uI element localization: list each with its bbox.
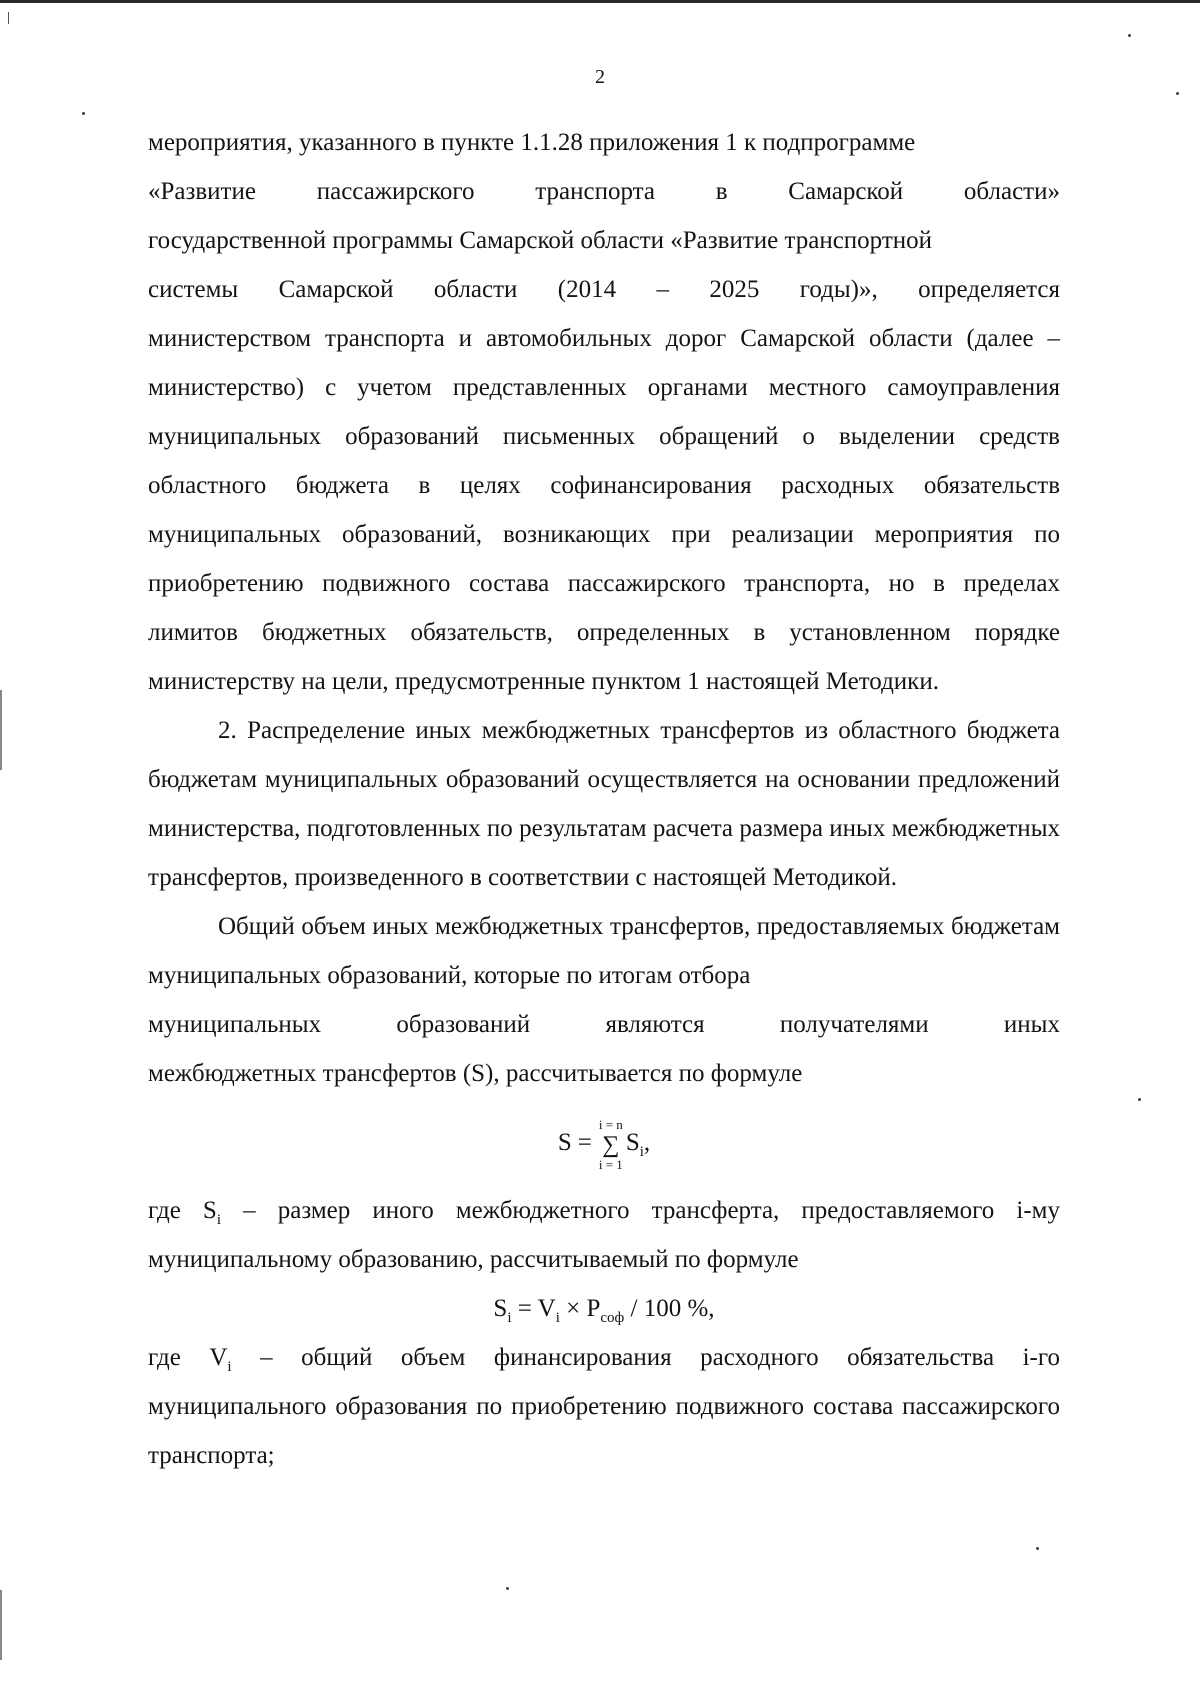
formula-term xyxy=(625,1128,651,1160)
where-prefix: где S xyxy=(148,1197,217,1224)
scan-speck xyxy=(506,1587,509,1590)
paragraph-1 xyxy=(148,118,1060,706)
text-line xyxy=(148,167,1060,216)
si-formula xyxy=(148,1284,1060,1333)
scan-speck xyxy=(1128,34,1131,37)
where-vi-definition xyxy=(148,1333,1060,1480)
sum-formula xyxy=(148,1098,1060,1186)
word: определяется xyxy=(918,276,1060,303)
word: «Развитие xyxy=(148,178,256,205)
formula-lhs: S xyxy=(557,1128,572,1156)
scan-edge-mark xyxy=(8,12,9,24)
formula-part: × P xyxy=(559,1295,601,1322)
summation xyxy=(599,1118,623,1172)
subscript: i xyxy=(216,1212,222,1228)
paragraph-1-continued: министерством транспорта и автомобильных дорог Самарской области (далее – министерство) с учетом представленных органами местного самоуправления муниципальных образований письменных обращений о выделении средств областного бюджета в целях софинансирования расходных обязательств муниципальных образований, возникающих при реализации мероприятия по приобретению подвижного состава пассажирского транспорта, но в пределах лимитов бюджетных обязательств, определенных в установленном порядке министерству на цели, предусмотренные пунктом 1 настоящей Методики. xyxy=(148,325,1060,695)
word: транспорта xyxy=(535,178,655,205)
formula-equals: = xyxy=(577,1128,592,1156)
document-body xyxy=(148,118,1060,1480)
word: в xyxy=(715,178,728,205)
scan-top-border xyxy=(0,0,1200,3)
where-text: – размер иного межбюджетного трансферта, предоставляемого i-му муниципальному образованию, рассчитываемый по формуле xyxy=(148,1197,1060,1273)
word: области» xyxy=(963,178,1060,205)
sum-lower-limit: i = 1 xyxy=(598,1157,623,1172)
word: пассажирского xyxy=(316,178,475,205)
subscript: i xyxy=(227,1359,232,1375)
formula-symbol: S xyxy=(493,1295,508,1322)
text-line xyxy=(148,1000,1060,1049)
text-line xyxy=(148,265,1060,314)
where-prefix: где V xyxy=(148,1344,228,1371)
word: (2014 xyxy=(557,276,617,303)
word: 2025 xyxy=(709,276,760,303)
word: являются xyxy=(605,1011,705,1038)
page-number: 2 xyxy=(595,66,605,88)
text-line: мероприятия, указанного в пункте 1.1.28 приложения 1 к подпрограмме xyxy=(148,129,916,156)
scan-edge-mark xyxy=(0,1590,2,1660)
word: годы)», xyxy=(799,276,878,303)
subscript: соф xyxy=(600,1310,625,1326)
paragraph-3-intro: Общий объем иных межбюджетных трансфертов, предоставляемых бюджетам муниципальных образований, которые по итогам отбора xyxy=(148,913,1060,989)
word: области xyxy=(433,276,518,303)
sum-upper-limit: i = n xyxy=(598,1117,623,1132)
scan-speck xyxy=(1138,1098,1141,1101)
word: образований xyxy=(396,1011,531,1038)
formula-part: / 100 %, xyxy=(624,1295,715,1322)
scan-speck xyxy=(1176,92,1179,95)
word: получателями xyxy=(779,1011,929,1038)
word: иных xyxy=(1003,1011,1060,1038)
where-si-definition xyxy=(148,1186,1060,1284)
subscript: i xyxy=(555,1310,560,1326)
term-subscript: i xyxy=(639,1143,644,1160)
paragraph-2: 2. Распределение иных межбюджетных трансфертов из областного бюджета бюджетам муниципальных образований осуществляется на основании предложений министерства, подготовленных по результатам расчета размера иных межбюджетных трансфертов, произведенного в соответствии с настоящей Методикой. xyxy=(148,717,1060,891)
word: Самарской xyxy=(788,178,904,205)
word: Самарской xyxy=(278,276,394,303)
sigma-symbol: ∑ xyxy=(602,1132,620,1158)
scan-edge-mark xyxy=(0,690,2,770)
scan-speck xyxy=(82,112,85,115)
word: системы xyxy=(148,276,239,303)
term-symbol: S xyxy=(625,1128,640,1156)
formula-part: = V xyxy=(511,1295,556,1322)
text-line: межбюджетных трансфертов (S), рассчитывается по формуле xyxy=(148,1060,803,1087)
text-line: государственной программы Самарской области «Развитие транспортной xyxy=(148,227,933,254)
word: – xyxy=(656,276,669,303)
subscript: i xyxy=(507,1310,512,1326)
scan-speck xyxy=(1036,1547,1039,1550)
paragraph-3 xyxy=(148,902,1060,1098)
word: муниципальных xyxy=(148,1011,322,1038)
where-text: – общий объем финансирования расходного обязательства i-го муниципального образования по приобретению подвижного состава пассажирского транспорта; xyxy=(148,1344,1060,1469)
formula-tail: , xyxy=(643,1128,651,1156)
